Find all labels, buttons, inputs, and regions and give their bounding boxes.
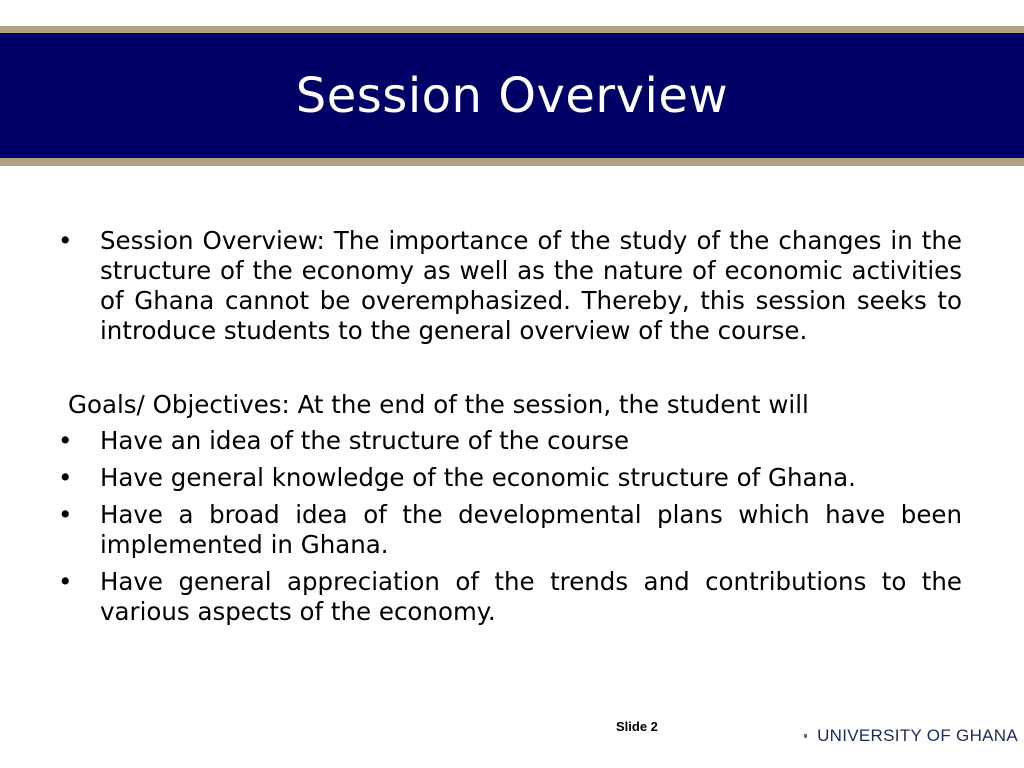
slide-content — [58, 226, 962, 634]
page-title: Session Overview — [295, 67, 729, 124]
bullet-icon: • — [58, 226, 73, 255]
logo-text: UNIVERSITY OF GHANA — [817, 726, 1018, 745]
university-logo — [804, 716, 1018, 756]
bullet-icon: • — [58, 567, 73, 596]
intro-text: Session Overview: The importance of the study of the changes in the structure of the economy as well as the nature of economic activities of Ghana cannot be overemphasized. Thereby, this session seeks to introduce students to the general overview of the course. — [100, 226, 962, 345]
goal-item — [58, 500, 962, 560]
bullet-icon: • — [58, 426, 73, 455]
slide-number: Slide 2 — [616, 719, 658, 734]
goal-text: Have an idea of the structure of the course — [100, 426, 630, 455]
goal-text: Have general knowledge of the economic structure of Ghana. — [100, 463, 856, 492]
goals-heading: Goals/ Objectives: At the end of the session, the student will — [68, 390, 809, 419]
goal-text: Have a broad idea of the developmental plans which have been implemented in Ghana. — [100, 500, 962, 559]
header-bar — [0, 33, 1024, 158]
bullet-icon: • — [58, 463, 73, 492]
goal-item — [58, 426, 962, 456]
header-border — [0, 26, 1024, 166]
intro-bullet — [58, 226, 962, 346]
goal-item — [58, 463, 962, 493]
university-crest-icon — [804, 718, 807, 754]
bullet-icon: • — [58, 500, 73, 529]
goal-text: Have general appreciation of the trends and contributions to the various aspects of the economy. — [100, 567, 962, 626]
goal-item — [58, 567, 962, 627]
